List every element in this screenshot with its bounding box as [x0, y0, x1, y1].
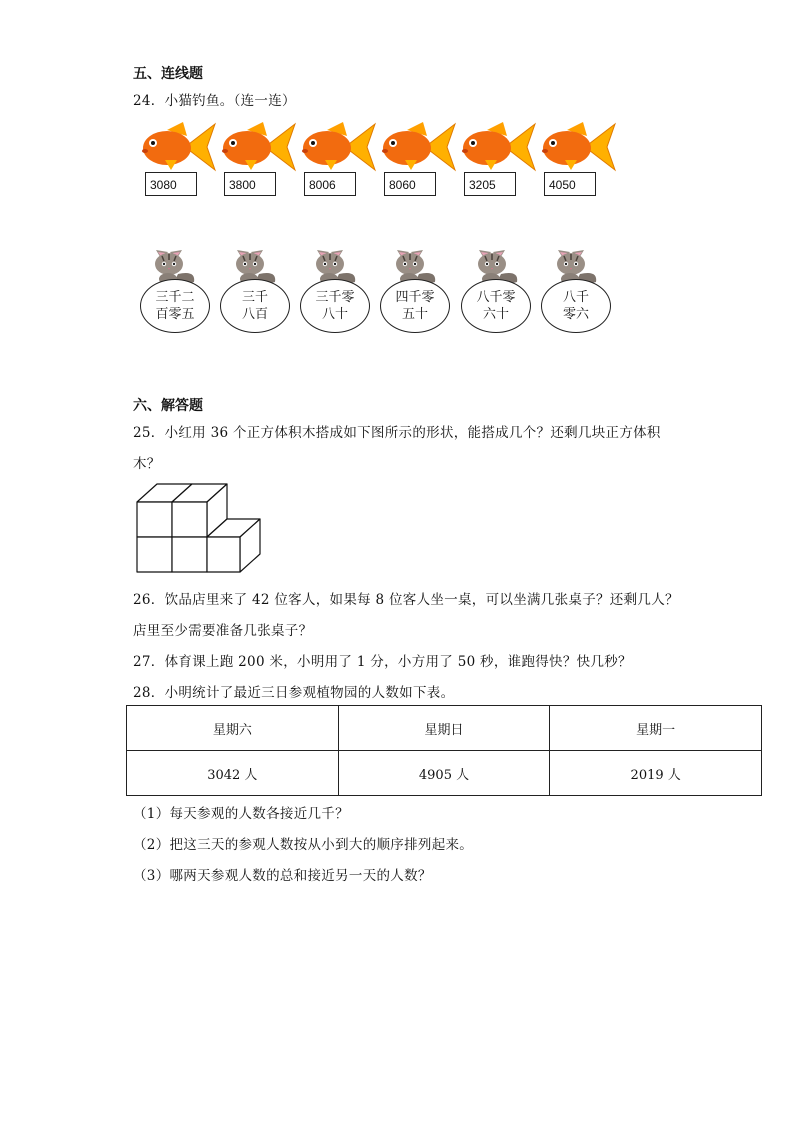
question-24-text: 24．小猫钓鱼。（连一连）: [133, 93, 296, 109]
cat-bubble: [220, 279, 290, 333]
cube-blocks-figure: [130, 480, 265, 575]
cat-bubble: [380, 279, 450, 333]
fish-number-box: 3205: [464, 172, 516, 196]
cat-bubble-line: 六十: [482, 307, 509, 322]
cat-bubble-line: 百零五: [155, 307, 195, 322]
question-27-text: 27．体育课上跑 200 米，小明用了 1 分，小方用了 50 秒，谁跑得快？快几秒？: [133, 654, 632, 670]
table-row: [127, 751, 762, 796]
cat-bubble-line: 零六: [562, 307, 589, 322]
cat-bubble-line: 三千二: [155, 290, 195, 305]
goldfish-icon: [457, 122, 537, 172]
goldfish-icon: [297, 122, 377, 172]
cat-bubble-line: 五十: [401, 307, 428, 322]
table-header-cell: 星期日: [338, 706, 550, 751]
cat-bubble: [541, 279, 611, 333]
question-26-line2: 店里至少需要准备几张桌子？: [133, 623, 313, 639]
cat-bubble-line: 三千零: [315, 290, 355, 305]
question-28-sub1: （1）每天参观的人数各接近几千？: [133, 806, 349, 822]
fish-number-box: 3800: [224, 172, 276, 196]
fish-number-box: 8060: [384, 172, 436, 196]
table-cell: 2019 人: [550, 751, 762, 796]
cat-bubble-line: 八千: [562, 290, 589, 305]
cat-bubble-line: 四千零: [395, 290, 435, 305]
question-25-line1: 25．小红用 36 个正方体积木搭成如下图所示的形状，能搭成几个？还剩几块正方体积: [133, 425, 661, 441]
question-28-sub2: （2）把这三天的参观人数按从小到大的顺序排列起来。: [133, 837, 474, 853]
cat-bubble-line: 三千: [241, 290, 268, 305]
cat-bubble-line: 八千零: [476, 290, 516, 305]
question-25-line2: 木？: [133, 456, 161, 472]
fish-number-box: 4050: [544, 172, 596, 196]
cat-bubble: [300, 279, 370, 333]
table-cell: 4905 人: [338, 751, 550, 796]
cat-bubble: [140, 279, 210, 333]
question-28-text: 28．小明统计了最近三日参观植物园的人数如下表。: [133, 685, 455, 701]
table-header-cell: 星期六: [127, 706, 339, 751]
fish-number-box: 8006: [304, 172, 356, 196]
goldfish-icon: [537, 122, 617, 172]
goldfish-icon: [217, 122, 297, 172]
cat-bubble-line: 八百: [241, 307, 268, 322]
question-26-line1: 26．饮品店里来了 42 位客人，如果每 8 位客人坐一桌，可以坐满几张桌子？还剩几人？: [133, 592, 679, 608]
cat-bubble: [461, 279, 531, 333]
question-28-sub3: （3）哪两天参观人数的总和接近另一天的人数？: [133, 868, 432, 884]
table-header-cell: 星期一: [550, 706, 762, 751]
fish-number-box: 3080: [145, 172, 197, 196]
goldfish-icon: [137, 122, 217, 172]
section-title-word-problems: 六、解答题: [133, 398, 203, 414]
section-title-matching: 五、连线题: [133, 66, 203, 82]
goldfish-icon: [377, 122, 457, 172]
visitor-count-table: [126, 705, 762, 796]
table-header-row: [127, 706, 762, 751]
cat-bubble-line: 八十: [321, 307, 348, 322]
table-cell: 3042 人: [127, 751, 339, 796]
